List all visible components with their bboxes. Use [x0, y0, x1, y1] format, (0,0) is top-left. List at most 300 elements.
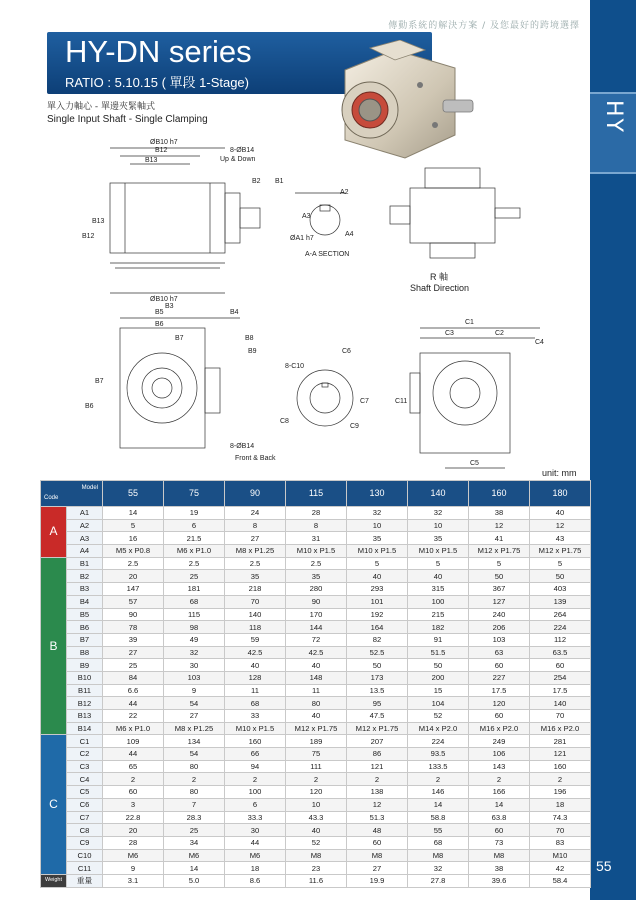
- table-cell: 47.5: [347, 710, 408, 723]
- table-cell: 133.5: [408, 760, 469, 773]
- label-c4: C4: [535, 339, 544, 346]
- model-header: 140: [408, 481, 469, 507]
- row-code: B4: [67, 595, 103, 608]
- label-b6-side: B6: [85, 403, 94, 410]
- group-label: A: [41, 507, 67, 558]
- table-cell: 18: [530, 798, 591, 811]
- table-cell: 22: [103, 710, 164, 723]
- row-code: A1: [67, 507, 103, 520]
- table-row: [41, 545, 591, 558]
- row-code: B8: [67, 646, 103, 659]
- table-cell: 70: [530, 824, 591, 837]
- table-cell: 6: [164, 519, 225, 532]
- table-cell: 50: [347, 659, 408, 672]
- table-cell: 121: [530, 748, 591, 761]
- table-cell: 224: [530, 621, 591, 634]
- table-cell: 32: [164, 646, 225, 659]
- table-cell: 2.5: [225, 557, 286, 570]
- label-b8: B8: [245, 335, 254, 342]
- table-row: [41, 697, 591, 710]
- table-cell: 22.8: [103, 811, 164, 824]
- table-row: [41, 646, 591, 659]
- table-cell: 121: [347, 760, 408, 773]
- row-code: C5: [67, 786, 103, 799]
- table-cell: 134: [164, 735, 225, 748]
- table-cell: 281: [530, 735, 591, 748]
- row-code: B2: [67, 570, 103, 583]
- table-cell: 40: [530, 507, 591, 520]
- table-cell: 5: [530, 557, 591, 570]
- table-cell: 63.8: [469, 811, 530, 824]
- table-row: [41, 532, 591, 545]
- table-cell: M10: [530, 849, 591, 862]
- table-cell: 14: [408, 798, 469, 811]
- table-cell: 44: [103, 697, 164, 710]
- table-cell: 78: [103, 621, 164, 634]
- table-cell: 60: [469, 824, 530, 837]
- group-label: C: [41, 735, 67, 875]
- row-code: B13: [67, 710, 103, 723]
- table-row: [41, 811, 591, 824]
- label-a2: A2: [340, 189, 349, 196]
- label-b7-side: B7: [95, 378, 104, 385]
- table-cell: 86: [347, 748, 408, 761]
- label-c10: 8-C10: [285, 363, 305, 370]
- table-cell: 207: [347, 735, 408, 748]
- table-cell: 15: [408, 684, 469, 697]
- label-front-back: Front & Back: [235, 455, 276, 462]
- input-shaft-cn: 單入力軸心 - 單邊夾緊軸式: [47, 102, 155, 112]
- table-cell: 80: [286, 697, 347, 710]
- row-code: 重量: [67, 874, 103, 887]
- table-cell: 60: [530, 659, 591, 672]
- table-cell: 32: [408, 507, 469, 520]
- table-cell: 14: [469, 798, 530, 811]
- table-cell: 60: [103, 786, 164, 799]
- table-cell: 11: [225, 684, 286, 697]
- input-shaft-en: Single Input Shaft - Single Clamping: [47, 114, 208, 125]
- table-cell: 27.8: [408, 874, 469, 887]
- table-row: [41, 583, 591, 596]
- table-cell: 147: [103, 583, 164, 596]
- table-cell: 68: [408, 836, 469, 849]
- table-cell: 35: [286, 570, 347, 583]
- model-header: 180: [530, 481, 591, 507]
- table-cell: M8 x P1.25: [164, 722, 225, 735]
- table-row: [41, 760, 591, 773]
- table-cell: 63: [469, 646, 530, 659]
- table-cell: 170: [286, 608, 347, 621]
- table-cell: M10 x P1.5: [225, 722, 286, 735]
- table-cell: 5: [103, 519, 164, 532]
- table-cell: 367: [469, 583, 530, 596]
- table-cell: 2.5: [164, 557, 225, 570]
- table-cell: M12 x P1.75: [530, 545, 591, 558]
- table-cell: 2: [347, 773, 408, 786]
- table-cell: 140: [225, 608, 286, 621]
- label-a3: A3: [302, 213, 311, 220]
- table-cell: 5: [347, 557, 408, 570]
- row-code: C4: [67, 773, 103, 786]
- table-cell: 42: [530, 862, 591, 875]
- table-cell: 14: [164, 862, 225, 875]
- table-cell: 34: [164, 836, 225, 849]
- row-code: B12: [67, 697, 103, 710]
- table-cell: 19: [164, 507, 225, 520]
- table-cell: M12 x P1.75: [286, 722, 347, 735]
- table-cell: 43.3: [286, 811, 347, 824]
- table-row: [41, 633, 591, 646]
- table-cell: 40: [286, 710, 347, 723]
- table-cell: 10: [347, 519, 408, 532]
- table-cell: 39: [103, 633, 164, 646]
- table-cell: 112: [530, 633, 591, 646]
- table-cell: 50: [469, 570, 530, 583]
- group-label: B: [41, 557, 67, 735]
- table-cell: 109: [103, 735, 164, 748]
- table-cell: 98: [164, 621, 225, 634]
- label-c8: C8: [280, 418, 289, 425]
- table-cell: 75: [286, 748, 347, 761]
- table-row: [41, 570, 591, 583]
- table-cell: 173: [347, 671, 408, 684]
- series-title: HY-DN series: [65, 34, 252, 69]
- label-c9: C9: [350, 423, 359, 430]
- table-cell: 2: [408, 773, 469, 786]
- table-cell: 127: [469, 595, 530, 608]
- table-cell: 35: [225, 570, 286, 583]
- row-code: C8: [67, 824, 103, 837]
- table-cell: 16: [103, 532, 164, 545]
- table-cell: 30: [164, 659, 225, 672]
- table-cell: 254: [530, 671, 591, 684]
- label-b12-side: B12: [82, 233, 95, 240]
- table-cell: 218: [225, 583, 286, 596]
- label-b9: B9: [248, 348, 257, 355]
- table-row: [41, 671, 591, 684]
- table-cell: 189: [286, 735, 347, 748]
- side-label: HY: [601, 100, 626, 134]
- table-cell: M6 x P1.0: [164, 545, 225, 558]
- table-row: [41, 507, 591, 520]
- label-c3: C3: [445, 330, 454, 337]
- table-cell: 111: [286, 760, 347, 773]
- table-cell: 138: [347, 786, 408, 799]
- table-cell: 8: [286, 519, 347, 532]
- table-cell: 103: [469, 633, 530, 646]
- row-code: A3: [67, 532, 103, 545]
- label-b13-top: B13: [145, 157, 158, 164]
- table-cell: 5: [408, 557, 469, 570]
- table-cell: 24: [225, 507, 286, 520]
- table-cell: 100: [225, 786, 286, 799]
- table-cell: 90: [286, 595, 347, 608]
- row-code: C1: [67, 735, 103, 748]
- table-cell: M8: [286, 849, 347, 862]
- table-cell: 42.5: [225, 646, 286, 659]
- table-cell: 166: [469, 786, 530, 799]
- table-cell: 72: [286, 633, 347, 646]
- table-cell: 192: [347, 608, 408, 621]
- label-b5: B5: [155, 309, 164, 316]
- row-code: C7: [67, 811, 103, 824]
- table-cell: 44: [225, 836, 286, 849]
- ratio-text: RATIO : 5.10.15 ( 單段 1-Stage): [65, 75, 249, 90]
- table-cell: M12 x P1.75: [347, 722, 408, 735]
- table-cell: 91: [408, 633, 469, 646]
- table-cell: 59: [225, 633, 286, 646]
- table-cell: 52: [286, 836, 347, 849]
- table-cell: 30: [225, 824, 286, 837]
- label-c11: C11: [395, 398, 408, 405]
- table-cell: 40: [225, 659, 286, 672]
- row-code: C2: [67, 748, 103, 761]
- table-cell: 9: [103, 862, 164, 875]
- table-cell: 54: [164, 748, 225, 761]
- table-cell: 95: [347, 697, 408, 710]
- row-code: B14: [67, 722, 103, 735]
- table-cell: 196: [530, 786, 591, 799]
- table-cell: 8.6: [225, 874, 286, 887]
- table-cell: 25: [103, 659, 164, 672]
- table-cell: 11.6: [286, 874, 347, 887]
- table-cell: 40: [286, 659, 347, 672]
- table-cell: 17.5: [469, 684, 530, 697]
- table-cell: M6: [103, 849, 164, 862]
- table-cell: 9: [164, 684, 225, 697]
- table-row: [41, 849, 591, 862]
- table-cell: 65: [103, 760, 164, 773]
- table-cell: 38: [469, 862, 530, 875]
- table-cell: 106: [469, 748, 530, 761]
- label-b13-side: B13: [92, 218, 105, 225]
- table-cell: 143: [469, 760, 530, 773]
- table-row: [41, 519, 591, 532]
- table-cell: 38: [469, 507, 530, 520]
- table-cell: M10 x P1.5: [347, 545, 408, 558]
- table-cell: 60: [469, 659, 530, 672]
- table-cell: 35: [347, 532, 408, 545]
- table-cell: 39.6: [469, 874, 530, 887]
- table-cell: 74.3: [530, 811, 591, 824]
- table-cell: 6.6: [103, 684, 164, 697]
- table-cell: 51.5: [408, 646, 469, 659]
- table-cell: 11: [286, 684, 347, 697]
- model-header: 55: [103, 481, 164, 507]
- table-cell: 94: [225, 760, 286, 773]
- table-cell: 139: [530, 595, 591, 608]
- table-cell: M5 x P0.8: [103, 545, 164, 558]
- label-up-down: Up & Down: [220, 156, 256, 163]
- model-header: 75: [164, 481, 225, 507]
- row-code: B11: [67, 684, 103, 697]
- table-cell: 18: [225, 862, 286, 875]
- row-code: B9: [67, 659, 103, 672]
- table-cell: 10: [408, 519, 469, 532]
- label-b3: B3: [165, 303, 174, 310]
- shaft-direction-en: Shaft Direction: [410, 283, 470, 293]
- label-c5: C5: [470, 460, 479, 467]
- table-row: [41, 608, 591, 621]
- table-cell: 144: [286, 621, 347, 634]
- corner-code: Code: [44, 495, 59, 501]
- row-code: A4: [67, 545, 103, 558]
- table-cell: M8: [408, 849, 469, 862]
- label-b6-top: B6: [155, 321, 164, 328]
- table-cell: 52: [408, 710, 469, 723]
- table-cell: M16 x P2.0: [530, 722, 591, 735]
- row-code: B10: [67, 671, 103, 684]
- label-b10-top: ØB10 h7: [150, 139, 178, 146]
- table-cell: 224: [408, 735, 469, 748]
- header-tagline: 傳動系統的解決方案 / 及您最好的跨境選擇: [388, 21, 580, 31]
- table-cell: 264: [530, 608, 591, 621]
- table-cell: M8 x P1.25: [225, 545, 286, 558]
- table-cell: M12 x P1.75: [469, 545, 530, 558]
- table-cell: 103: [164, 671, 225, 684]
- table-cell: 160: [530, 760, 591, 773]
- row-code: B3: [67, 583, 103, 596]
- table-cell: 44: [103, 748, 164, 761]
- row-code: C10: [67, 849, 103, 862]
- table-cell: 57: [103, 595, 164, 608]
- table-cell: 20: [103, 824, 164, 837]
- table-cell: 90: [103, 608, 164, 621]
- table-cell: 8: [225, 519, 286, 532]
- table-cell: 33.3: [225, 811, 286, 824]
- table-cell: 2.5: [103, 557, 164, 570]
- table-cell: M8: [469, 849, 530, 862]
- table-cell: 63.5: [530, 646, 591, 659]
- model-header: 115: [286, 481, 347, 507]
- table-cell: 49: [164, 633, 225, 646]
- group-label: Weight: [41, 874, 67, 887]
- table-cell: 140: [530, 697, 591, 710]
- label-c2: C2: [495, 330, 504, 337]
- table-cell: 42.5: [286, 646, 347, 659]
- table-row: [41, 836, 591, 849]
- table-cell: 120: [469, 697, 530, 710]
- table-row: [41, 684, 591, 697]
- table-cell: M6: [225, 849, 286, 862]
- row-code: B6: [67, 621, 103, 634]
- table-cell: 101: [347, 595, 408, 608]
- table-cell: 14: [103, 507, 164, 520]
- table-cell: 28: [103, 836, 164, 849]
- table-cell: 115: [164, 608, 225, 621]
- table-cell: 70: [530, 710, 591, 723]
- table-cell: 2: [530, 773, 591, 786]
- table-cell: 13.5: [347, 684, 408, 697]
- table-cell: 50: [530, 570, 591, 583]
- table-cell: 27: [347, 862, 408, 875]
- table-cell: 128: [225, 671, 286, 684]
- table-row: [41, 735, 591, 748]
- label-c1: C1: [465, 319, 474, 326]
- table-cell: 5: [469, 557, 530, 570]
- label-b2: B2: [252, 178, 261, 185]
- table-corner: [41, 481, 103, 507]
- page-number: 55: [596, 858, 612, 874]
- table-cell: 60: [469, 710, 530, 723]
- table-cell: 93.5: [408, 748, 469, 761]
- table-cell: 3.1: [103, 874, 164, 887]
- table-cell: 27: [164, 710, 225, 723]
- table-cell: 28: [286, 507, 347, 520]
- model-header: 160: [469, 481, 530, 507]
- table-cell: 50: [408, 659, 469, 672]
- table-cell: 6: [225, 798, 286, 811]
- shaft-direction-cn: R 軸: [430, 272, 449, 282]
- table-cell: 17.5: [530, 684, 591, 697]
- table-cell: 146: [408, 786, 469, 799]
- table-cell: 80: [164, 786, 225, 799]
- table-cell: 206: [469, 621, 530, 634]
- table-cell: 80: [164, 760, 225, 773]
- table-cell: 2.5: [286, 557, 347, 570]
- table-cell: 68: [164, 595, 225, 608]
- table-row: [41, 798, 591, 811]
- table-cell: 2: [164, 773, 225, 786]
- table-cell: 21.5: [164, 532, 225, 545]
- table-row: [41, 659, 591, 672]
- label-b14-top: 8-ØB14: [230, 147, 255, 154]
- table-cell: 2: [103, 773, 164, 786]
- table-cell: 60: [347, 836, 408, 849]
- table-cell: 100: [408, 595, 469, 608]
- table-cell: 5.0: [164, 874, 225, 887]
- row-code: C9: [67, 836, 103, 849]
- table-cell: M10 x P1.5: [286, 545, 347, 558]
- table-cell: 52.5: [347, 646, 408, 659]
- table-cell: M6 x P1.0: [103, 722, 164, 735]
- table-cell: M10 x P1.5: [408, 545, 469, 558]
- table-cell: 2: [286, 773, 347, 786]
- row-code: B1: [67, 557, 103, 570]
- label-a4: A4: [345, 231, 354, 238]
- table-cell: 33: [225, 710, 286, 723]
- table-row: [41, 862, 591, 875]
- table-cell: 73: [469, 836, 530, 849]
- table-cell: 7: [164, 798, 225, 811]
- table-cell: 293: [347, 583, 408, 596]
- table-cell: 249: [469, 735, 530, 748]
- table-cell: 41: [469, 532, 530, 545]
- table-cell: 25: [164, 824, 225, 837]
- table-cell: 51.3: [347, 811, 408, 824]
- table-cell: 403: [530, 583, 591, 596]
- table-row: [41, 874, 591, 887]
- label-b4: B4: [230, 309, 239, 316]
- row-code: A2: [67, 519, 103, 532]
- table-cell: 55: [408, 824, 469, 837]
- table-cell: 12: [469, 519, 530, 532]
- table-cell: 104: [408, 697, 469, 710]
- table-cell: 160: [225, 735, 286, 748]
- table-header-row: [41, 481, 591, 507]
- table-cell: M14 x P2.0: [408, 722, 469, 735]
- table-cell: 148: [286, 671, 347, 684]
- row-code: B5: [67, 608, 103, 621]
- table-cell: 28.3: [164, 811, 225, 824]
- table-cell: 32: [347, 507, 408, 520]
- table-cell: 48: [347, 824, 408, 837]
- table-cell: 40: [286, 824, 347, 837]
- table-cell: 2: [469, 773, 530, 786]
- label-b7-top: B7: [175, 335, 184, 342]
- unit-label: unit: mm: [542, 468, 577, 478]
- table-cell: 83: [530, 836, 591, 849]
